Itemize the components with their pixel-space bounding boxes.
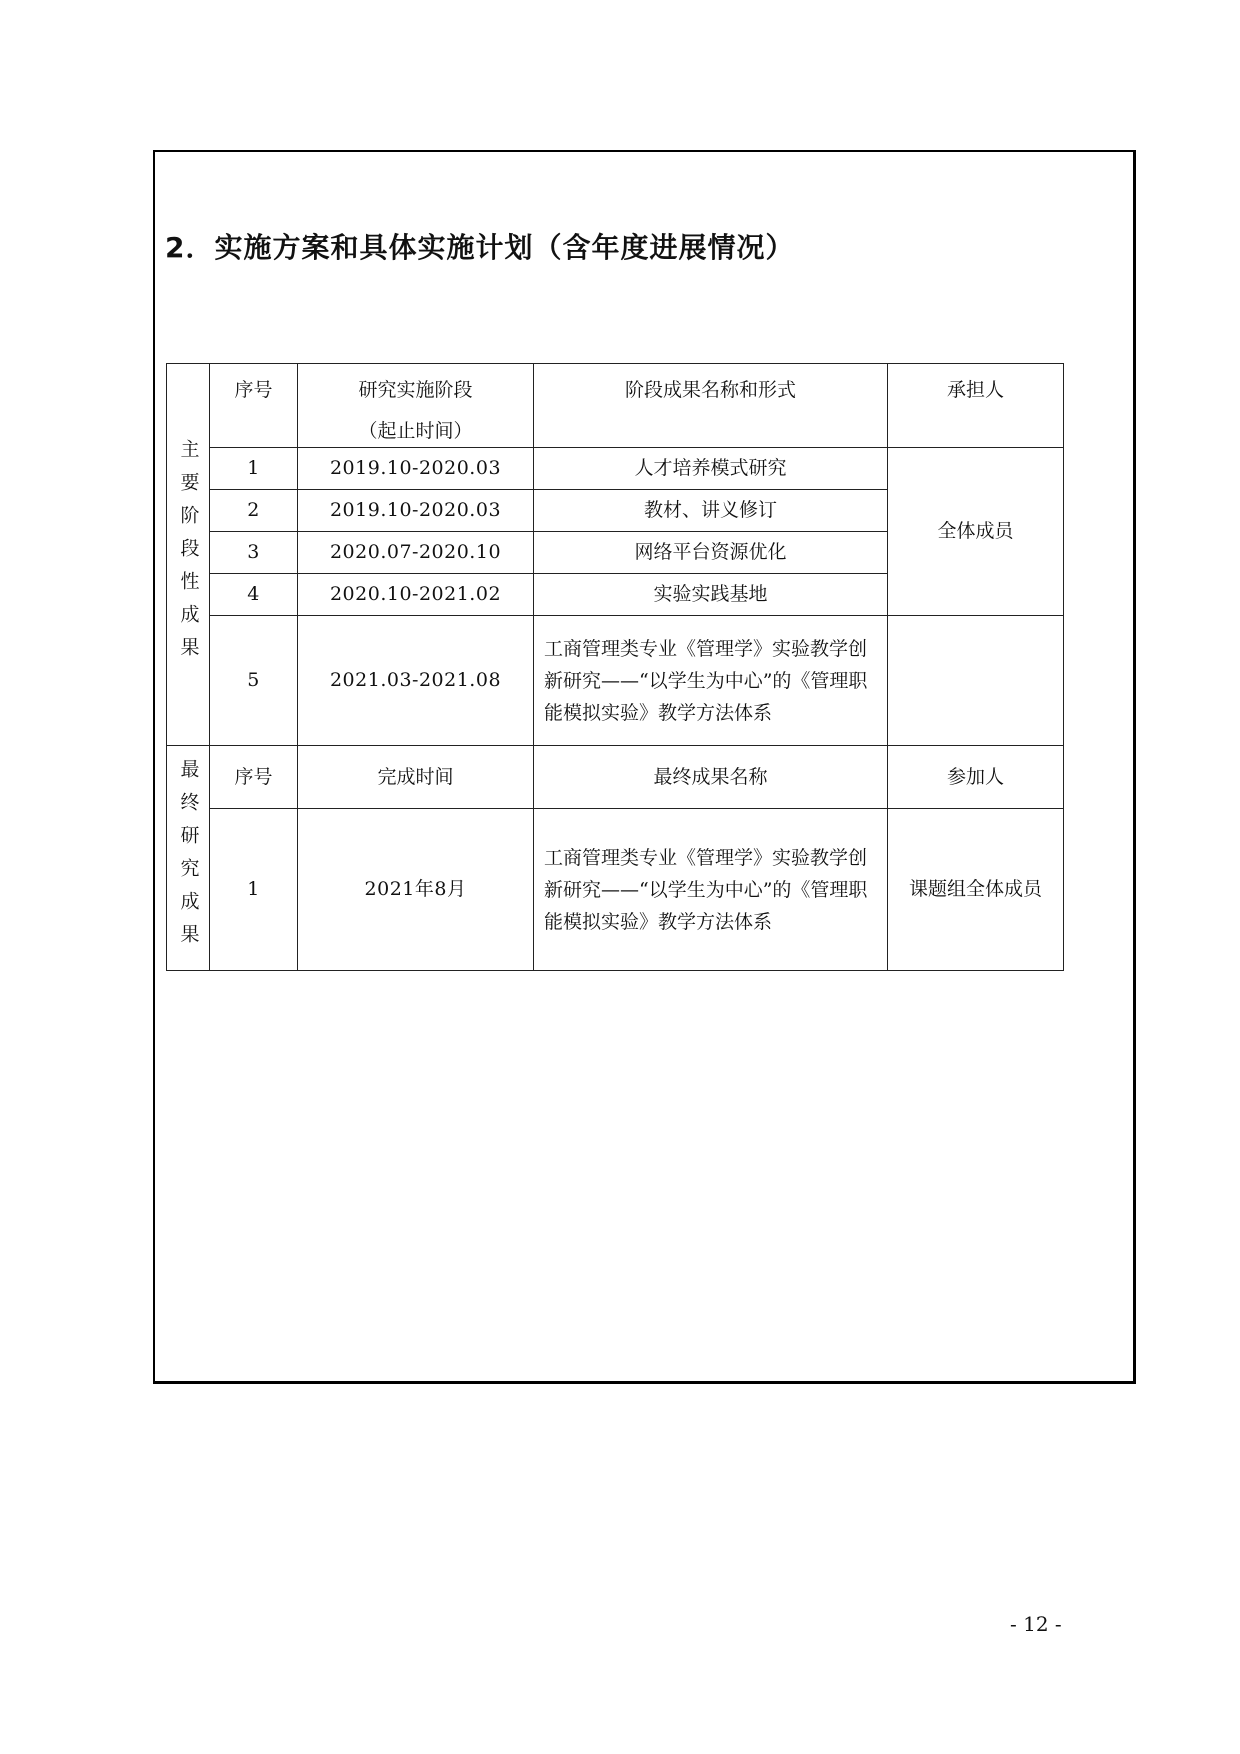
stage-seq: 1 (210, 448, 298, 490)
stage-period: 2020.07-2020.10 (298, 532, 534, 574)
final-header-time: 完成时间 (298, 746, 534, 809)
table-row (167, 616, 1064, 746)
final-seq: 1 (210, 809, 298, 971)
stage-header-owner: 承担人 (888, 364, 1064, 448)
stage-seq: 3 (210, 532, 298, 574)
stage-header-stage-label: 研究实施阶段 (358, 379, 473, 401)
final-side-label: 最终研究成果 (177, 759, 200, 957)
stage-period: 2019.10-2020.03 (298, 490, 534, 532)
final-side-label-cell (167, 746, 210, 971)
final-participants: 课题组全体成员 (888, 809, 1064, 971)
stage-seq: 5 (210, 616, 298, 746)
final-result: 工商管理类专业《管理学》实验教学创新研究——“以学生为中心”的《管理职能模拟实验》教学方法体系 (534, 809, 888, 971)
stage-seq: 4 (210, 574, 298, 616)
stage-period: 2019.10-2020.03 (298, 448, 534, 490)
stage-result: 工商管理类专业《管理学》实验教学创新研究——“以学生为中心”的《管理职能模拟实验》教学方法体系 (534, 616, 888, 746)
plan-table (166, 363, 1064, 971)
stage-result: 人才培养模式研究 (534, 448, 888, 490)
table-row (167, 448, 1064, 490)
stage-header-stage-sub: （起止时间） (358, 420, 473, 442)
stage-header-row (167, 364, 1064, 448)
stage-header-seq: 序号 (210, 364, 298, 448)
stage-owner-all: 全体成员 (888, 448, 1064, 616)
final-header-result: 最终成果名称 (534, 746, 888, 809)
final-header-seq: 序号 (210, 746, 298, 809)
stage-period: 2021.03-2021.08 (298, 616, 534, 746)
section-title: 2．实施方案和具体实施计划（含年度进展情况） (165, 231, 795, 264)
stage-side-label: 主要阶段性成果 (177, 439, 200, 670)
stage-header-stage (298, 364, 534, 448)
final-header-participants: 参加人 (888, 746, 1064, 809)
final-time: 2021年8月 (298, 809, 534, 971)
final-header-row (167, 746, 1064, 809)
stage-result: 教材、讲义修订 (534, 490, 888, 532)
stage-result: 实验实践基地 (534, 574, 888, 616)
stage-seq: 2 (210, 490, 298, 532)
stage-period: 2020.10-2021.02 (298, 574, 534, 616)
table-row (167, 809, 1064, 971)
stage-result: 网络平台资源优化 (534, 532, 888, 574)
stage-owner-empty (888, 616, 1064, 746)
stage-side-label-cell (167, 364, 210, 746)
stage-header-result: 阶段成果名称和形式 (534, 364, 888, 448)
page-number: - 12 - (1010, 1612, 1062, 1636)
